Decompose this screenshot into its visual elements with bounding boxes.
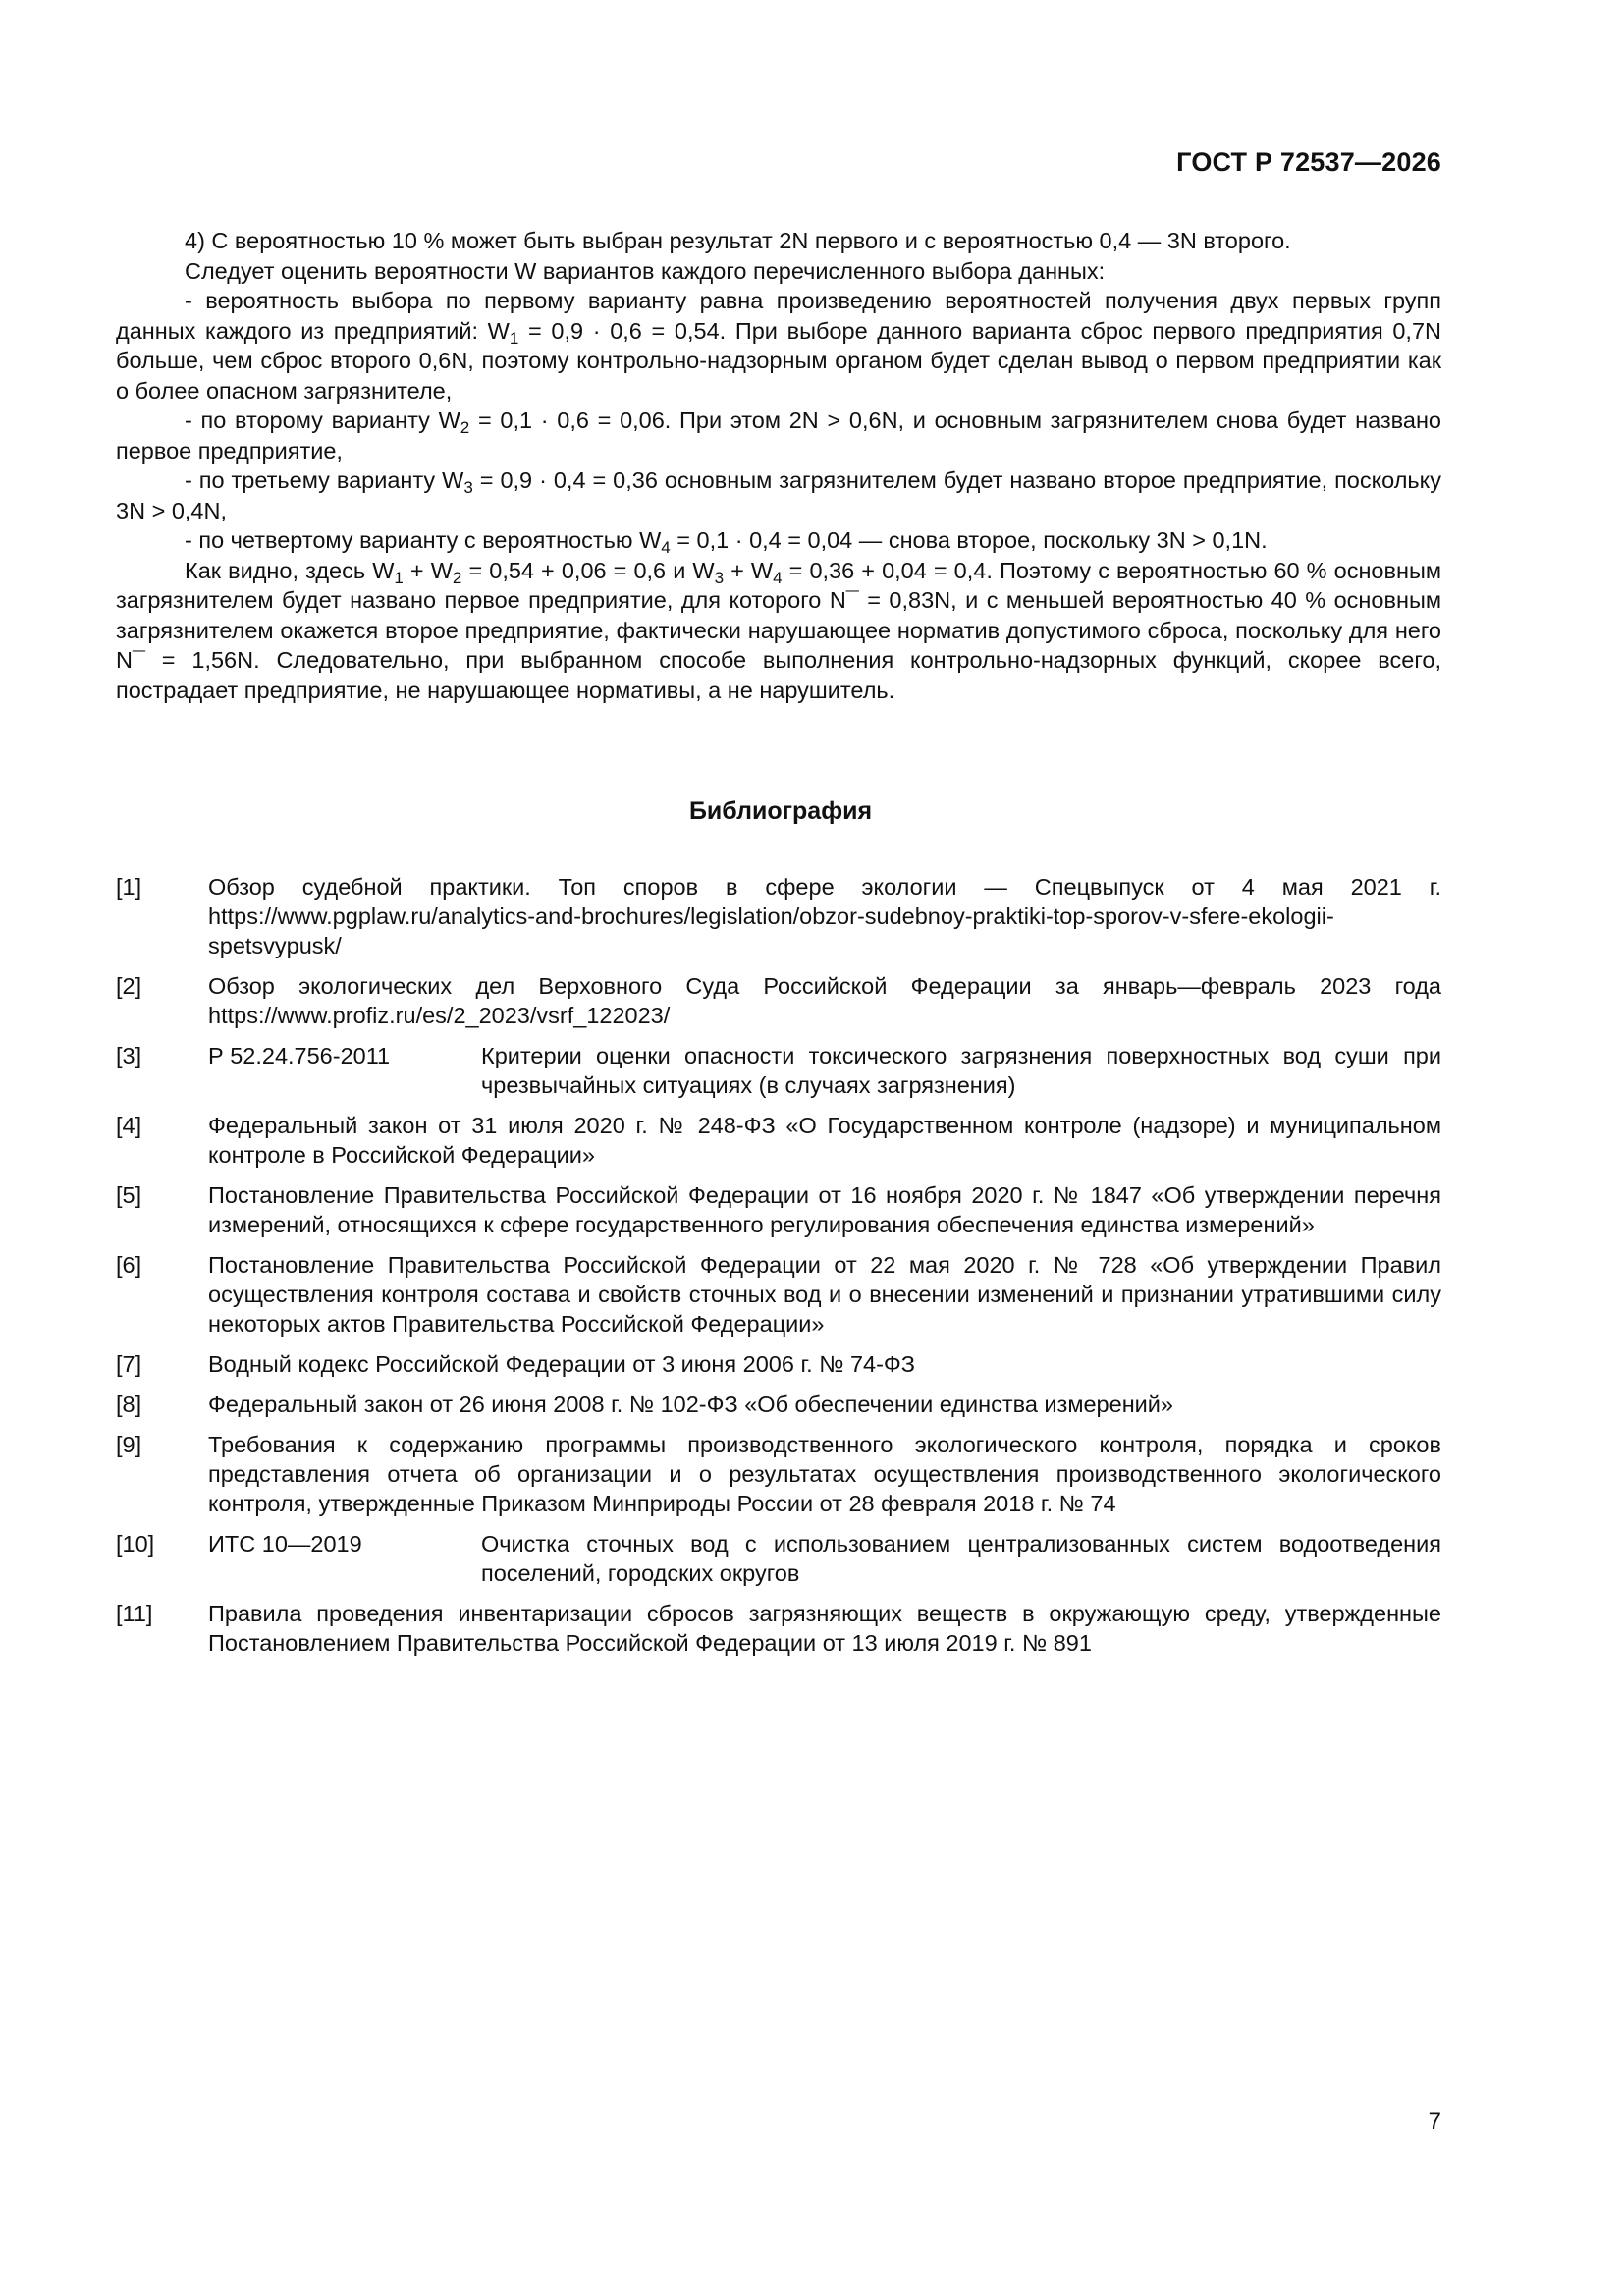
reference-description: Очистка сточных вод с использованием централизованных систем водоотведения поселений, городских округов (481, 1531, 1441, 1586)
text-run: Как видно, здесь W (185, 557, 395, 583)
text-run: + W (724, 557, 774, 583)
reference-number: [11] (116, 1601, 153, 1626)
bibliography-title: Библиография (688, 797, 873, 825)
reference-text: Федеральный закон от 31 июля 2020 г. № 248-ФЗ «О Государственном контроле (надзоре) и муниципальном контроле в Российской Федерации» (208, 1113, 1441, 1168)
bibliography-item (116, 1349, 1441, 1379)
reference-number: [5] (116, 1182, 142, 1208)
subscript: 2 (452, 568, 462, 587)
reference-text: Постановление Правительства Российской Федерации от 22 мая 2020 г. № 728 «Об утверждении Правил осуществления контроля состава и свойств сточных вод и о внесении изменений и признании утратившими силу некоторых актов Правительства Российской Федерации» (208, 1252, 1441, 1337)
bibliography-item (116, 1250, 1441, 1339)
text-run: + W (403, 557, 453, 583)
reference-text: Правила проведения инвентаризации сбросов загрязняющих веществ в окружающую среду, утвержденные Постановлением Правительства Российской Федерации от 13 июля 2019 г. № 891 (208, 1601, 1441, 1656)
document-designation: ГОСТ Р 72537—2026 (1176, 147, 1441, 177)
bibliography-item (116, 1599, 1441, 1658)
text-run: = 0,9 · 0,6 = 0,54. При выборе данного варианта сброс первого предприятия 0,7N больше, чем сброс второго 0,6N, поэтому контрольно-надзорным органом будет сделан вывод о первом предприятии как о более опасном загрязнителе, (116, 317, 1441, 404)
reference-number: [6] (116, 1252, 142, 1278)
paragraph-variant-2 (116, 406, 1441, 465)
text-run: - по четвертому варианту с вероятностью W (185, 527, 662, 553)
subscript: 1 (509, 328, 519, 348)
paragraph-variant-1 (116, 286, 1441, 406)
reference-number: [3] (116, 1043, 142, 1068)
body-text (116, 226, 1441, 705)
page-number: 7 (1428, 2108, 1441, 2135)
reference-number: [1] (116, 874, 142, 900)
reference-text: Постановление Правительства Российской Федерации от 16 ноября 2020 г. № 1847 «Об утверждении перечня измерений, относящихся к сфере государственного регулирования обеспечения единства измерений» (208, 1182, 1441, 1237)
bibliography-item (116, 1430, 1441, 1518)
text-run: = 0,54 + 0,06 = 0,6 и W (461, 557, 715, 583)
subscript: 1 (394, 568, 404, 587)
paragraph-conclusion (116, 556, 1441, 706)
paragraph-variant-4 (116, 525, 1441, 556)
reference-number: [8] (116, 1392, 142, 1417)
bibliography-item (116, 1180, 1441, 1239)
paragraph-2: Следует оценить вероятности W вариантов каждого перечисленного выбора данных: (185, 257, 1106, 284)
reference-description: Критерии оценки опасности токсического загрязнения поверхностных вод суши при чрезвычайных ситуациях (в случаях загрязнения) (481, 1043, 1441, 1098)
text-run: - вероятность выбора по первому варианту равна произведению вероятностей получения двух первых групп данных каждого из предприятий: W (116, 288, 1441, 344)
reference-text: Федеральный закон от 26 июня 2008 г. № 102-ФЗ «Об обеспечении единства измерений» (208, 1392, 1173, 1417)
text-run: - по второму варианту W (185, 408, 460, 433)
text-run: = 0,9 · 0,4 = 0,36 основным загрязнителем будет названо второе предприятие, поскольку 3N > 0,4N, (116, 467, 1441, 523)
subscript: 3 (714, 568, 725, 587)
text-run: = 0,1 · 0,4 = 0,04 — снова второе, поскольку 3N > 0,1N. (670, 527, 1268, 553)
paragraph-1: 4) С вероятностью 10 % может быть выбран результат 2N первого и с вероятностью 0,4 — 3N второго. (185, 228, 1291, 253)
paragraph-variant-3 (116, 465, 1441, 525)
bibliography-item (116, 1041, 1441, 1100)
text-run: = 0,1 · 0,6 = 0,06. При этом 2N > 0,6N, и основным загрязнителем снова будет названо первое предприятие, (116, 408, 1442, 464)
bibliography-item (116, 971, 1441, 1030)
text-run: - по третьему варианту W (185, 467, 464, 493)
reference-text: Обзор судебной практики. Топ споров в сфере экологии — Спецвыпуск от 4 мая 2021 г. https://www.pgplaw.ru/analytics-and-brochures/legislation/obzor-sudebnoy-praktiki-top-sporov-v-sfere-ekologii-spetsvypusk/ (208, 874, 1441, 958)
reference-text: Требования к содержанию программы производственного экологического контроля, порядка и сроков представления отчета об организации и о результатах осуществления производственного экологического контроля, утвержденные Приказом Минприроды России от 28 февраля 2018 г. № 74 (208, 1432, 1441, 1516)
reference-number: [2] (116, 973, 142, 999)
bibliography-item (116, 1529, 1441, 1588)
subscript: 2 (460, 418, 470, 437)
reference-code: Р 52.24.756-2011 (208, 1043, 391, 1068)
reference-number: [7] (116, 1351, 142, 1377)
subscript: 4 (661, 538, 671, 557)
bibliography-item (116, 1111, 1441, 1170)
subscript: 4 (773, 568, 783, 587)
reference-number: [4] (116, 1113, 142, 1138)
reference-code: ИТС 10—2019 (208, 1531, 362, 1557)
bibliography-list (116, 872, 1441, 1668)
reference-number: [9] (116, 1432, 142, 1457)
bibliography-item (116, 872, 1441, 960)
reference-number: [10] (116, 1531, 155, 1557)
bibliography-item (116, 1390, 1441, 1419)
subscript: 3 (463, 478, 473, 497)
text-run: = 0,36 + 0,04 = 0,4. Поэтому с вероятностью 60 % основным загрязнителем будет названо первое предприятие, для которого N¯ = 0,83N, и с меньшей вероятностью 40 % основным загрязнителем окажется второе предприятие, фактически нарушающее норматив допустимого сброса, поскольку для него N¯ = 1,56N. Следовательно, при выбранном способе выполнения контрольно-надзорных функций, скорее всего, пострадает предприятие, не нарушающее нормативы, а не нарушитель. (116, 557, 1442, 703)
reference-text: Обзор экологических дел Верховного Суда Российской Федерации за январь—февраль 2023 года https://www.profiz.ru/es/2_2023/vsrf_122023/ (208, 973, 1441, 1028)
reference-text: Водный кодекс Российской Федерации от 3 июня 2006 г. № 74-ФЗ (208, 1351, 915, 1377)
